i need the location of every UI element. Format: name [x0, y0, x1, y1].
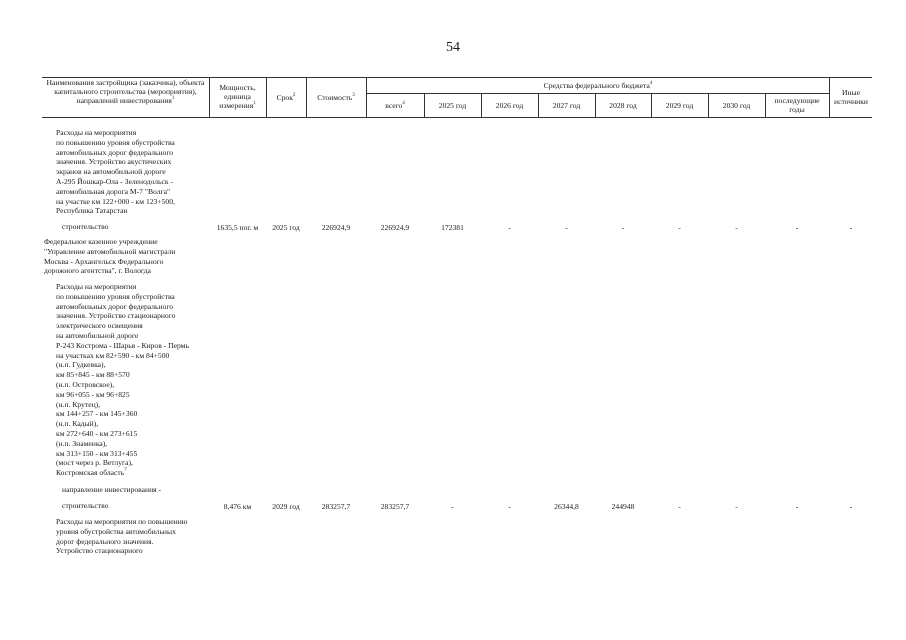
header-2028: 2028 год: [609, 101, 637, 110]
header-term: Срок$^2$: [276, 93, 296, 102]
header-other-sources: Иные источники: [834, 88, 868, 106]
header-2027: 2027 год: [552, 101, 581, 110]
cell-2029: -: [678, 502, 681, 511]
cell-2027: 26344,8: [554, 502, 579, 511]
cell-later: -: [795, 223, 799, 232]
cell-other: -: [849, 502, 853, 511]
cell-total: 226924,9: [380, 223, 410, 232]
cell-capacity: 1635,5 пог. м: [216, 223, 259, 232]
cell-other: -: [849, 223, 853, 232]
cell-2030: -: [735, 502, 738, 511]
cell-cost: 226924,9: [321, 223, 351, 232]
cell-2026: -: [508, 223, 511, 232]
header-total: всего$^4$: [385, 101, 405, 110]
page-number: 54: [446, 40, 460, 55]
header-2030: 2030 год: [722, 101, 751, 110]
cell-2025: 172381: [441, 223, 464, 232]
header-2025: 2025 год: [438, 101, 467, 110]
row-label: строительство: [62, 222, 109, 231]
cell-cost: 283257,7: [321, 502, 351, 511]
row-label: строительство: [62, 501, 109, 510]
cell-2028: 244948: [611, 502, 635, 511]
header-capacity: Мощность, единица измерения$^1$: [219, 83, 256, 110]
header-later-years: последующие годы: [774, 96, 820, 114]
header-cost: Стоимость$^3$: [317, 93, 355, 102]
agency-name: Федеральное казенное учреждение "Управление автомобильной магистрали Москва - Архангельск Федерального дорожного агентства", г. Вологда: [44, 237, 176, 276]
cell-term: 2025 год: [272, 223, 300, 232]
cell-2026: -: [508, 502, 511, 511]
header-2029: 2029 год: [665, 101, 694, 110]
header-federal-budget: Средства федерального бюджета$^4$: [543, 81, 653, 90]
header-name: Наименования застройщика (заказчика), объекта капитального строительства (мероприятия), направлений инвестирования$^1$: [46, 78, 205, 105]
cell-total: 283257,7: [380, 502, 410, 511]
cell-capacity: 8,476 км: [223, 502, 252, 511]
cell-2030: -: [735, 223, 738, 232]
block2-description: Расходы на мероприятия по повышению уровня обустройства автомобильных дорог федерального значения. Устройство стационарного электрического освещения на автомобильной дороге Р-243 Кострома - Шарья - Киров - Пермь на участках км 82+590 - км 84+500 (н.п. Гудкевка), км 85+845 - км 88+570 (н.п. Островское), км 96+055 - км 96+825 (н.п. Крутец), км 144+257 - км 145+360 (н.п. Кадый), км 272+640 - км 273+615 (н.п. Знаменка), км 313+150 - км 313+455 (мост через р. Ветлуга), Костромская область$^7$: [56, 282, 189, 478]
header-2026: 2026 год: [495, 101, 524, 110]
block3-description: Расходы на мероприятия по повышению уровня обустройства автомобильных дорог федерального значения. Устройство стационарного: [56, 517, 188, 556]
cell-later: -: [795, 502, 799, 511]
cell-2025: -: [451, 502, 454, 511]
cell-2029: -: [678, 223, 681, 232]
cell-2028: -: [621, 223, 625, 232]
block1-description: Расходы на мероприятия по повышению уровня обустройства автомобильных дорог федерального значения. Устройство акустических экранов на автомобильной дороге А-295 Йошкар-Ола - Зеленодольск - автомобильная дорога М-7 "Волга" на участке км 122+000 - км 123+500, Республика Татарстан: [56, 128, 175, 216]
cell-2027: -: [565, 223, 568, 232]
cell-term: 2029 год: [272, 502, 300, 511]
investment-direction: направление инвестирования -: [62, 485, 162, 494]
